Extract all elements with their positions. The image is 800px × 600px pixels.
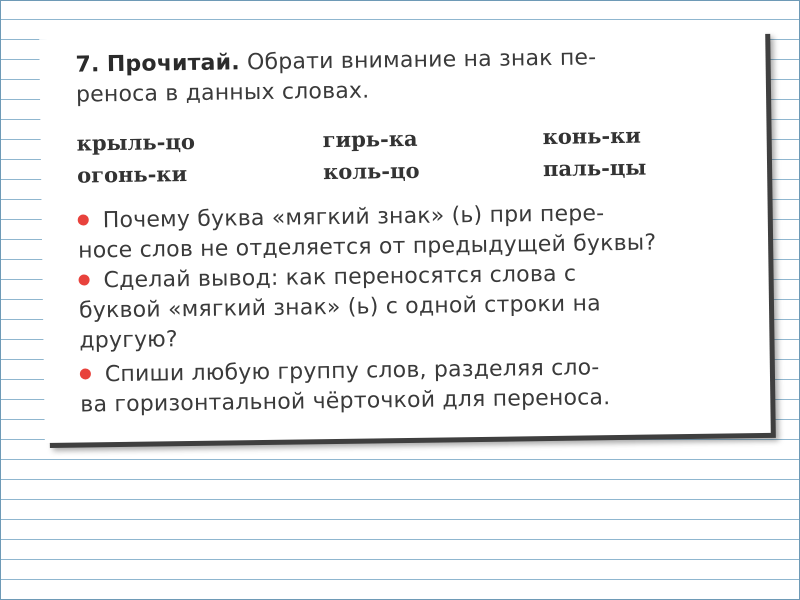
question-3-line2: ва горизонтальной чёрточкой для переноса.	[80, 385, 611, 418]
textbook-card	[39, 29, 771, 443]
word-item: конь-ки	[542, 122, 642, 150]
task-number: 7.	[75, 52, 100, 78]
task-title: Прочитай.	[106, 50, 240, 78]
word-item: огонь-ки	[76, 161, 188, 188]
word-item: гирь-ка	[322, 125, 418, 153]
question-2-line1: Сделай вывод: как переносятся слова с	[78, 259, 738, 294]
bullet-icon	[80, 368, 91, 379]
word-groups	[76, 121, 737, 194]
question-1-line2: носе слов не отделяется от предыдущей буквы?	[78, 230, 657, 264]
task-intro-line2: реноса в данных словах.	[75, 78, 370, 108]
word-item: паль-цы	[542, 154, 647, 182]
word-item: коль-цо	[322, 157, 420, 185]
question-2-line3: другую?	[79, 327, 178, 354]
bullet-icon	[79, 274, 90, 285]
question-3-line1: Спиши любую группу слов, разделяя сло-	[80, 353, 740, 388]
question-2-line2: буквой «мягкий знак» (ь) с одной строки на	[78, 291, 601, 324]
task-heading	[75, 43, 735, 78]
bullet-icon	[78, 214, 89, 225]
word-item: крыль-цо	[76, 128, 196, 156]
question-1-line1: Почему буква «мягкий знак» (ь) при пере-	[78, 199, 738, 234]
task-intro-line1: Обрати внимание на знак пе-	[246, 45, 597, 76]
